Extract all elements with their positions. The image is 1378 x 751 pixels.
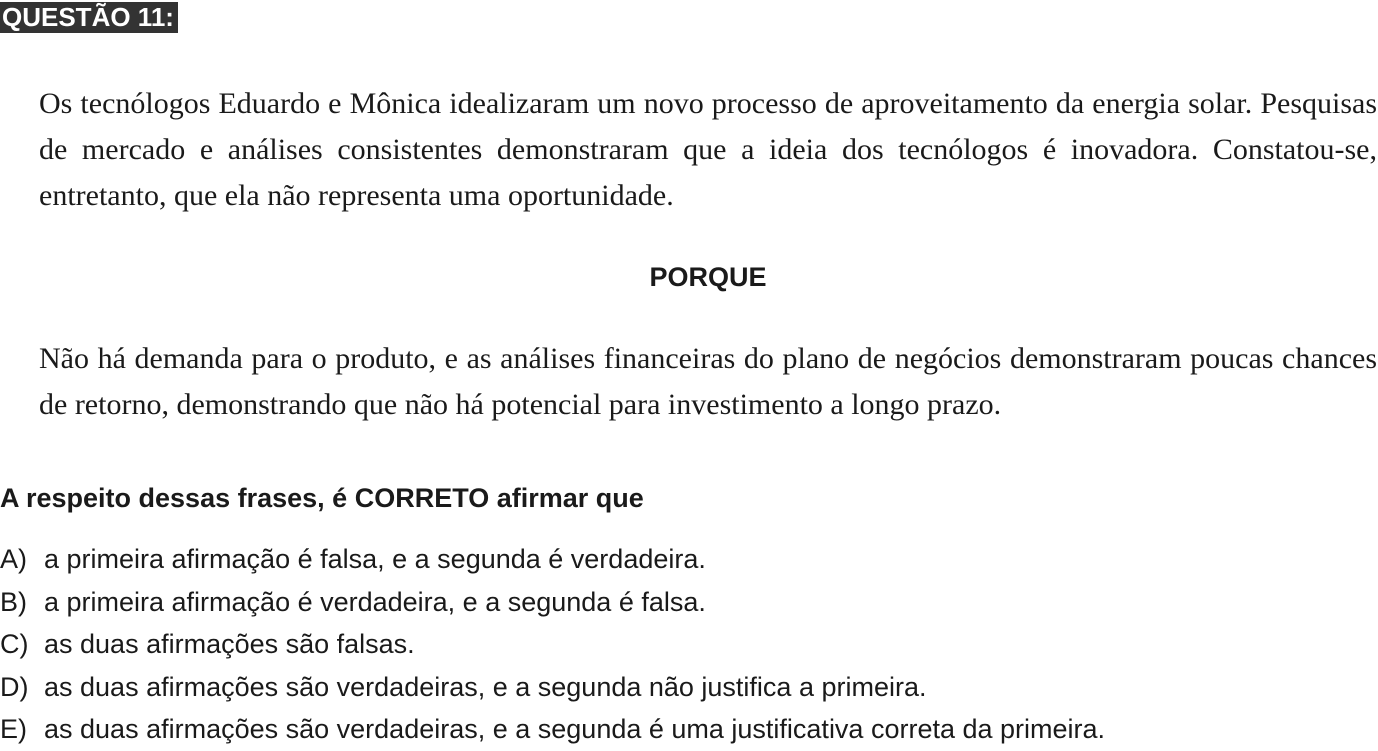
question-number-header: QUESTÃO 11: (0, 2, 178, 33)
connector-porque: PORQUE (649, 262, 767, 292)
answer-option-a[interactable] (0, 538, 1105, 581)
answer-option-c[interactable] (0, 623, 1105, 666)
option-letter: A) (0, 544, 27, 574)
answer-option-e[interactable] (0, 708, 1105, 751)
option-text: as duas afirmações são falsas. (44, 629, 415, 659)
option-letter: C) (0, 629, 29, 659)
option-text: a primeira afirmação é falsa, e a segunda é verdadeira. (44, 544, 706, 574)
option-text: a primeira afirmação é verdadeira, e a segunda é falsa. (44, 586, 706, 617)
option-letter: E) (0, 714, 27, 744)
answer-option-d[interactable] (0, 666, 1105, 709)
statement-one: Os tecnólogos Eduardo e Mônica idealizaram um novo processo de aproveitamento da energia solar. Pesquisas de mercado e análises consistentes demonstraram que a ideia dos tecnólogos é inovadora. Constatou-se, entretanto, que ela não representa uma oportunidade. (39, 87, 1377, 212)
option-text: as duas afirmações são verdadeiras, e a segunda é uma justificativa correta da primeira. (44, 714, 1106, 744)
answer-options-list (0, 538, 1105, 751)
option-letter: B) (0, 586, 27, 617)
option-text: as duas afirmações são verdadeiras, e a segunda não justifica a primeira. (44, 671, 927, 702)
question-prompt: A respeito dessas frases, é CORRETO afirmar que (0, 483, 644, 513)
statement-two: Não há demanda para o produto, e as análises financeiras do plano de negócios demonstraram poucas chances de retorno, demonstrando que não há potencial para investimento a longo prazo. (39, 342, 1377, 421)
answer-option-b[interactable] (0, 581, 1105, 624)
option-letter: D) (0, 671, 29, 702)
